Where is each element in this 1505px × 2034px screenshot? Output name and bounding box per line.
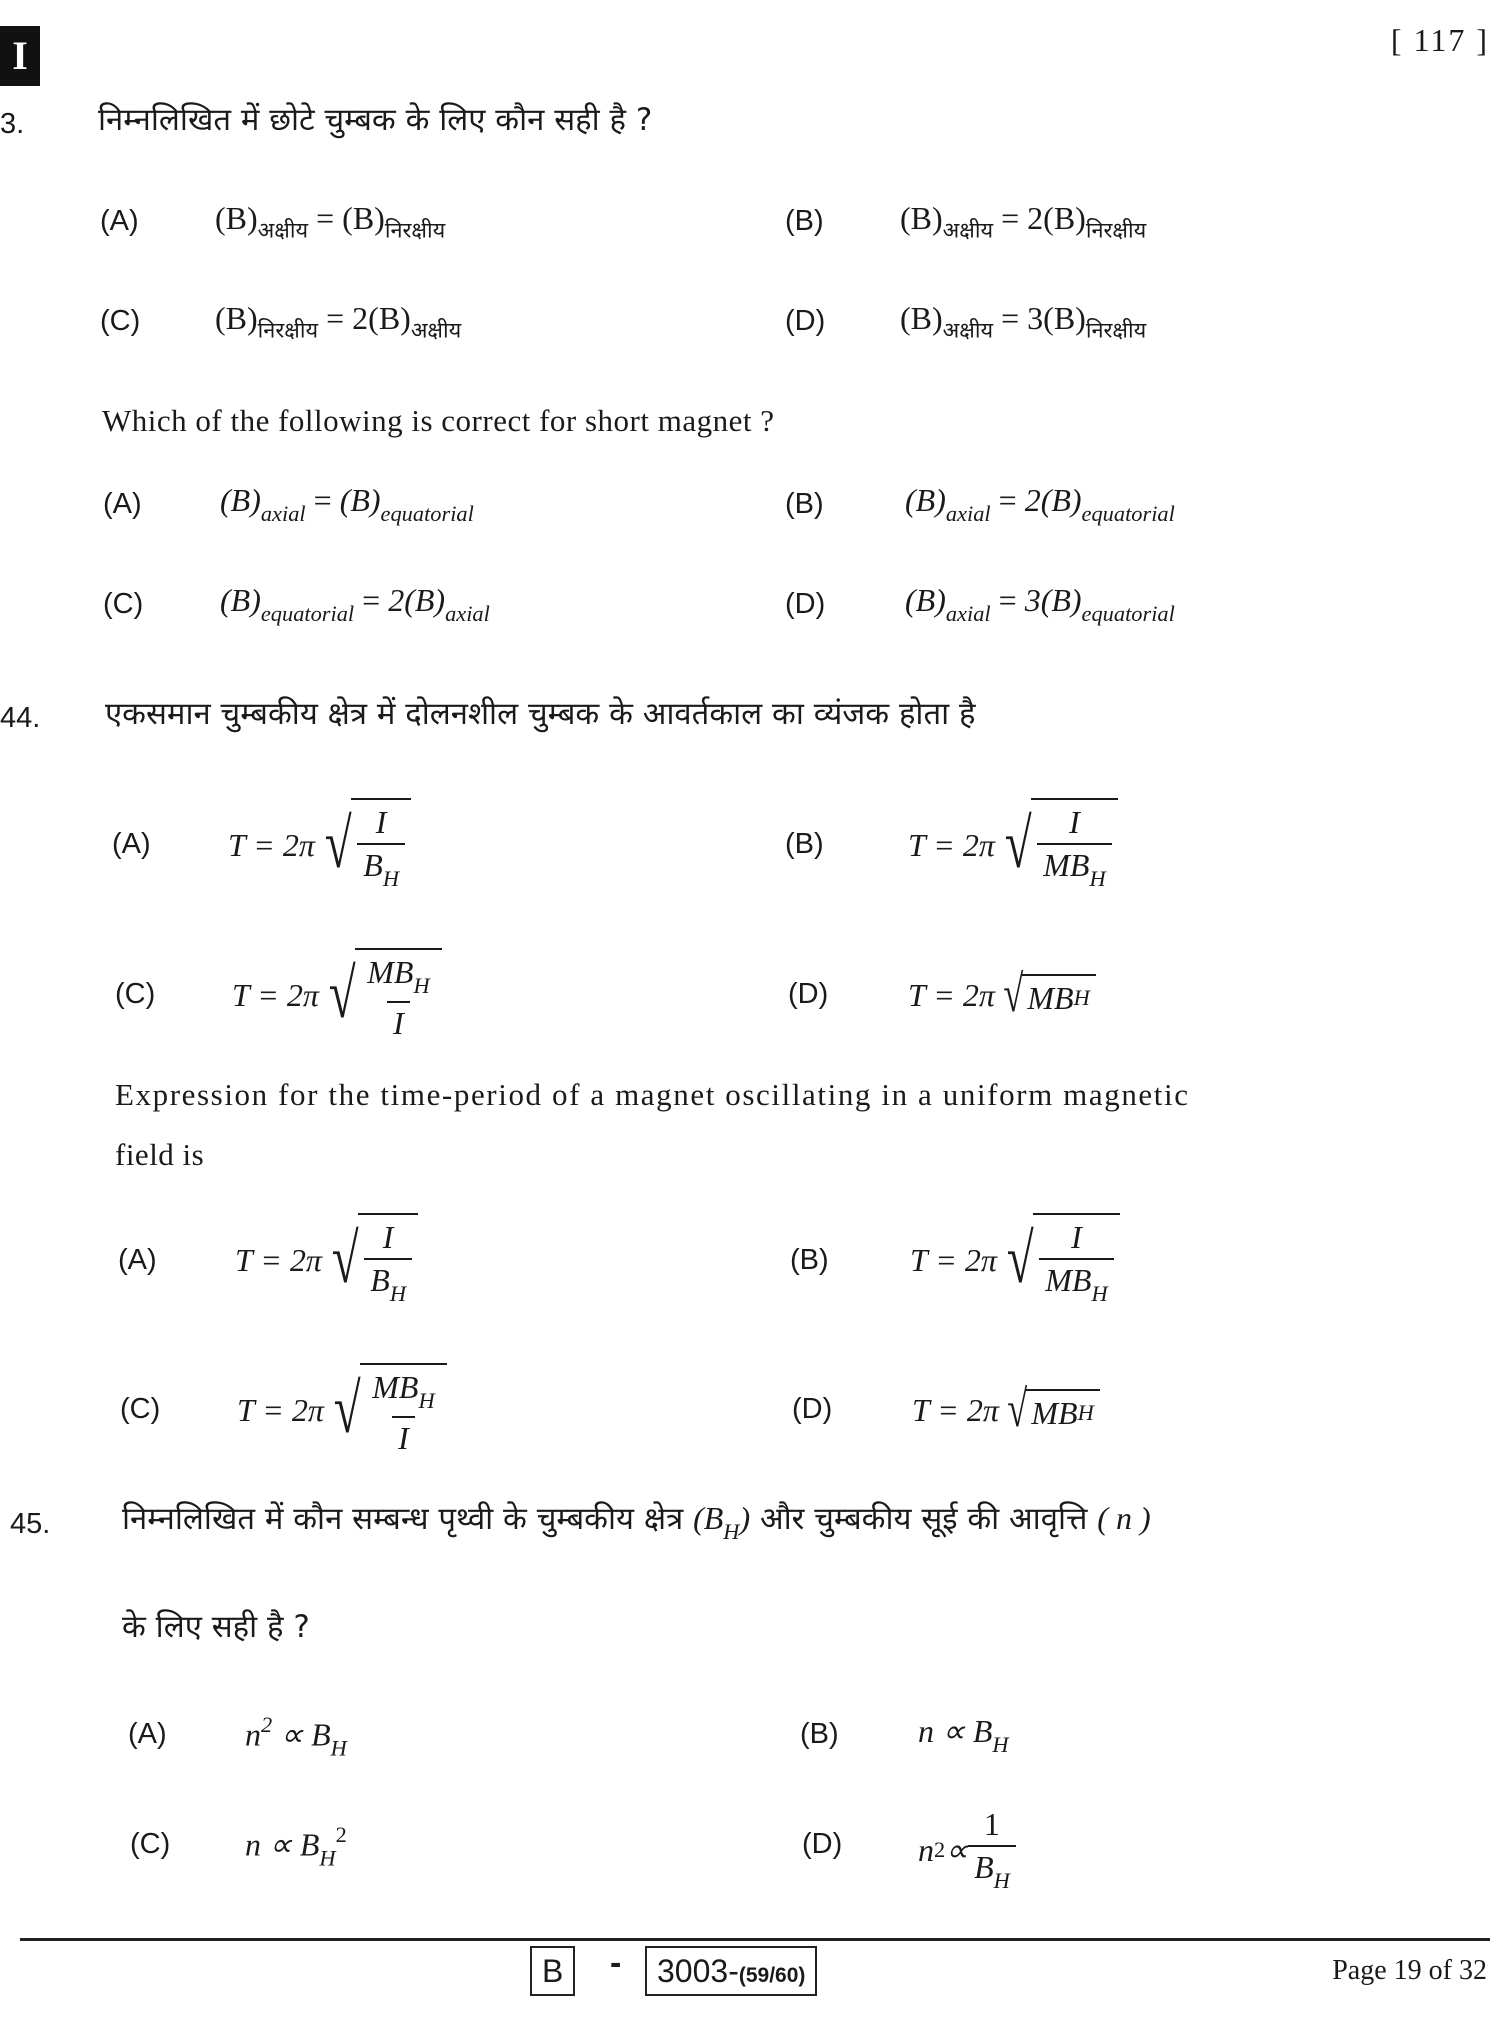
question-number: 44. xyxy=(0,702,41,734)
denominator: B xyxy=(370,1261,390,1298)
fraction xyxy=(968,1806,1016,1894)
question-text-hindi: एकसमान चुम्बकीय क्षेत्र में दोलनशील चुम्बक के आवर्तकाल का व्यंजक होता है xyxy=(105,696,976,732)
option-value[interactable] xyxy=(245,1822,347,1872)
operator: = xyxy=(993,200,1028,236)
sqrt-icon: √ $\frac{I}{MB_H}$ xyxy=(999,798,1118,892)
question-text-english-cont: field is xyxy=(115,1137,205,1172)
proportional-icon: ∝ xyxy=(261,1826,300,1863)
option-label: (A) xyxy=(100,205,139,237)
paper-code: 3003- xyxy=(657,1953,739,1989)
option-value[interactable] xyxy=(215,200,445,245)
rhs: 2(B) xyxy=(388,582,446,618)
radicand: MB xyxy=(1027,979,1074,1016)
option-value[interactable] xyxy=(232,940,442,1050)
denominator-sub: H xyxy=(1089,866,1106,892)
option-value[interactable] xyxy=(900,300,1146,345)
proportional-icon: ∝ xyxy=(934,1713,973,1749)
option-label: (B) xyxy=(785,488,824,520)
lhs: (B) xyxy=(900,200,943,236)
lhs-sub: निरक्षीय xyxy=(257,318,319,344)
lhs-sub: equatorial xyxy=(260,601,355,627)
question-number: 45. xyxy=(10,1508,51,1540)
numerator: I xyxy=(1071,1218,1082,1255)
sqrt-icon: √ MB H xyxy=(1003,1384,1100,1436)
base: n xyxy=(245,1826,261,1863)
option-value[interactable] xyxy=(245,1712,347,1762)
option-label: (D) xyxy=(785,588,826,620)
lhs: (B) xyxy=(220,582,261,618)
rhs-sub: equatorial xyxy=(1081,601,1175,627)
denominator: I xyxy=(392,1416,415,1457)
lhs-sub: axial xyxy=(945,601,991,627)
rhs: (B) xyxy=(342,200,385,236)
lhs: (B) xyxy=(905,482,946,518)
question-text-hindi-cont: के लिए सही है ? xyxy=(122,1609,310,1645)
option-label: (D) xyxy=(788,978,829,1010)
rhs: (B) xyxy=(339,482,381,518)
text-part: निम्नलिखित में कौन सम्बन्ध पृथ्वी के चुम्बकीय क्षेत्र xyxy=(122,1501,684,1537)
option-label: (C) xyxy=(100,305,141,337)
rhs: B xyxy=(311,1716,331,1753)
lhs: (B) xyxy=(220,482,261,518)
footer-dash: - xyxy=(610,1944,622,1982)
operator: = xyxy=(305,482,340,518)
option-label: (A) xyxy=(118,1244,157,1276)
proportional-icon: ∝ xyxy=(272,1716,312,1753)
rhs-sub: अक्षीय xyxy=(410,318,462,344)
denominator: B xyxy=(974,1848,994,1885)
denominator-sub: H xyxy=(389,1281,406,1307)
option-label: (C) xyxy=(120,1393,161,1425)
formula-prefix: T = 2π xyxy=(910,1241,997,1278)
option-value[interactable] xyxy=(235,1205,418,1315)
radicand-sub: H xyxy=(1077,1400,1094,1425)
denominator: B xyxy=(363,846,383,883)
footer-divider xyxy=(20,1938,1490,1941)
option-value[interactable] xyxy=(905,482,1175,527)
rhs-sub: निरक्षीय xyxy=(384,218,446,244)
operator: = xyxy=(993,300,1028,336)
option-value[interactable] xyxy=(220,582,490,627)
denominator: I xyxy=(387,1001,410,1042)
operator: = xyxy=(308,200,343,236)
rhs-sub: निरक्षीय xyxy=(1085,318,1147,344)
series-box: B xyxy=(530,1946,575,1996)
lhs-sub: अक्षीय xyxy=(942,218,994,244)
section-mark: I xyxy=(0,26,40,86)
symbol-close: ) xyxy=(739,1500,751,1536)
lhs: (B) xyxy=(900,300,943,336)
rhs: 2(B) xyxy=(352,300,411,336)
page-number: [ 117 ] xyxy=(1390,22,1489,58)
formula-prefix: T = 2π xyxy=(237,1391,324,1428)
rhs: B xyxy=(972,1713,993,1749)
lhs-sub: अक्षीय xyxy=(257,218,309,244)
formula-prefix: T = 2π xyxy=(908,976,995,1013)
option-value[interactable] xyxy=(228,790,411,900)
option-value[interactable] xyxy=(905,582,1175,627)
rhs: 3(B) xyxy=(1027,300,1086,336)
paper-code-box xyxy=(645,1946,817,1996)
paper-code-suffix: (59/60) xyxy=(738,1964,806,1987)
text-part: और चुम्बकीय सूई की आवृत्ति xyxy=(759,1501,1088,1537)
option-value[interactable] xyxy=(900,200,1146,245)
rhs-sub: H xyxy=(992,1732,1009,1758)
sqrt-icon: √ $\frac{MB_H}{I}$ xyxy=(323,948,442,1042)
option-value[interactable] xyxy=(215,300,461,345)
option-label: (B) xyxy=(785,828,824,860)
operator: = xyxy=(990,582,1025,618)
radicand: MB xyxy=(1031,1394,1078,1431)
operator: = xyxy=(990,482,1025,518)
rhs: B xyxy=(299,1826,320,1863)
lhs: (B) xyxy=(215,300,258,336)
option-value[interactable] xyxy=(910,1205,1120,1315)
numerator: I xyxy=(382,1218,394,1255)
option-value[interactable] xyxy=(237,1355,447,1465)
base: n xyxy=(918,1831,934,1868)
operator: = xyxy=(354,582,389,618)
symbol-bh xyxy=(693,1500,751,1545)
option-label: (D) xyxy=(792,1393,833,1425)
rhs-sub: axial xyxy=(445,601,490,627)
numerator: MB xyxy=(367,953,414,990)
symbol-n: ( n ) xyxy=(1097,1500,1151,1536)
sqrt-icon: √ MB H xyxy=(999,969,1096,1021)
question-text-hindi xyxy=(122,1497,1151,1545)
lhs-sub: axial xyxy=(260,501,306,527)
rhs-sub: equatorial xyxy=(1081,501,1175,527)
base: n xyxy=(245,1716,261,1753)
option-label: (D) xyxy=(785,305,826,337)
exponent: 2 xyxy=(335,1822,347,1847)
formula-prefix: T = 2π xyxy=(908,826,995,863)
radicand-sub: H xyxy=(1073,985,1090,1010)
symbol-sub: H xyxy=(723,1519,740,1545)
option-label: (D) xyxy=(802,1828,843,1860)
formula-prefix: T = 2π xyxy=(228,826,315,863)
numerator: MB xyxy=(372,1368,419,1405)
lhs: (B) xyxy=(215,200,258,236)
denominator-sub: H xyxy=(382,866,399,892)
option-label: (A) xyxy=(128,1718,167,1750)
rhs-sub: निरक्षीय xyxy=(1085,218,1147,244)
rhs: 2(B) xyxy=(1024,482,1082,518)
sqrt-icon: √ $\frac{I}{B_H}$ xyxy=(326,1213,418,1307)
option-value[interactable] xyxy=(912,1370,1100,1450)
denominator: MB xyxy=(1045,1261,1092,1298)
option-value[interactable] xyxy=(220,482,474,527)
sqrt-icon: √ $\frac{I}{MB_H}$ xyxy=(1001,1213,1120,1307)
option-label: (B) xyxy=(790,1244,829,1276)
rhs-sub: equatorial xyxy=(380,501,474,527)
option-label: (C) xyxy=(130,1828,171,1860)
sqrt-icon: √ $\frac{I}{B_H}$ xyxy=(319,798,411,892)
question-text-english: Expression for the time-period of a magnet oscillating in a uniform magnetic xyxy=(115,1077,1190,1112)
option-value[interactable] xyxy=(908,790,1118,900)
sqrt-icon: √ $\frac{MB_H}{I}$ xyxy=(328,1363,447,1457)
option-label: (B) xyxy=(800,1718,839,1750)
exponent: 2 xyxy=(261,1712,273,1737)
operator: = xyxy=(318,300,353,336)
rhs-sub: H xyxy=(319,1845,336,1871)
option-label: (A) xyxy=(112,828,151,860)
base: n xyxy=(918,1713,934,1749)
formula-prefix: T = 2π xyxy=(912,1391,999,1428)
numerator: 1 xyxy=(983,1805,1000,1842)
formula-prefix: T = 2π xyxy=(235,1241,322,1278)
option-label: (A) xyxy=(103,488,142,520)
numerator-sub: H xyxy=(418,1388,435,1414)
option-value[interactable] xyxy=(918,1712,1009,1758)
option-value[interactable] xyxy=(918,1805,1016,1895)
denominator-sub: H xyxy=(993,1868,1010,1894)
lhs: (B) xyxy=(905,582,946,618)
rhs-sub: H xyxy=(330,1735,347,1761)
denominator: MB xyxy=(1043,846,1090,883)
rhs: 3(B) xyxy=(1024,582,1082,618)
page-label: Page 19 of 32 xyxy=(1332,1955,1487,1986)
exponent: 2 xyxy=(934,1837,946,1862)
rhs: 2(B) xyxy=(1027,200,1086,236)
option-label: (C) xyxy=(115,978,156,1010)
option-label: (B) xyxy=(785,205,824,237)
symbol: (B xyxy=(693,1500,724,1536)
denominator-sub: H xyxy=(1091,1281,1108,1307)
lhs-sub: axial xyxy=(945,501,991,527)
numerator: I xyxy=(375,803,387,840)
question-number: 3. xyxy=(0,108,25,140)
option-value[interactable] xyxy=(908,955,1096,1035)
option-label: (C) xyxy=(103,588,144,620)
question-text-english: Which of the following is correct for short magnet ? xyxy=(102,403,775,438)
question-text-hindi: निम्नलिखित में छोटे चुम्बक के लिए कौन सही है ? xyxy=(98,102,653,138)
numerator: I xyxy=(1069,803,1080,840)
numerator-sub: H xyxy=(413,973,430,999)
lhs-sub: अक्षीय xyxy=(942,318,994,344)
formula-prefix: T = 2π xyxy=(232,976,319,1013)
proportional-icon: ∝ xyxy=(945,1832,969,1868)
